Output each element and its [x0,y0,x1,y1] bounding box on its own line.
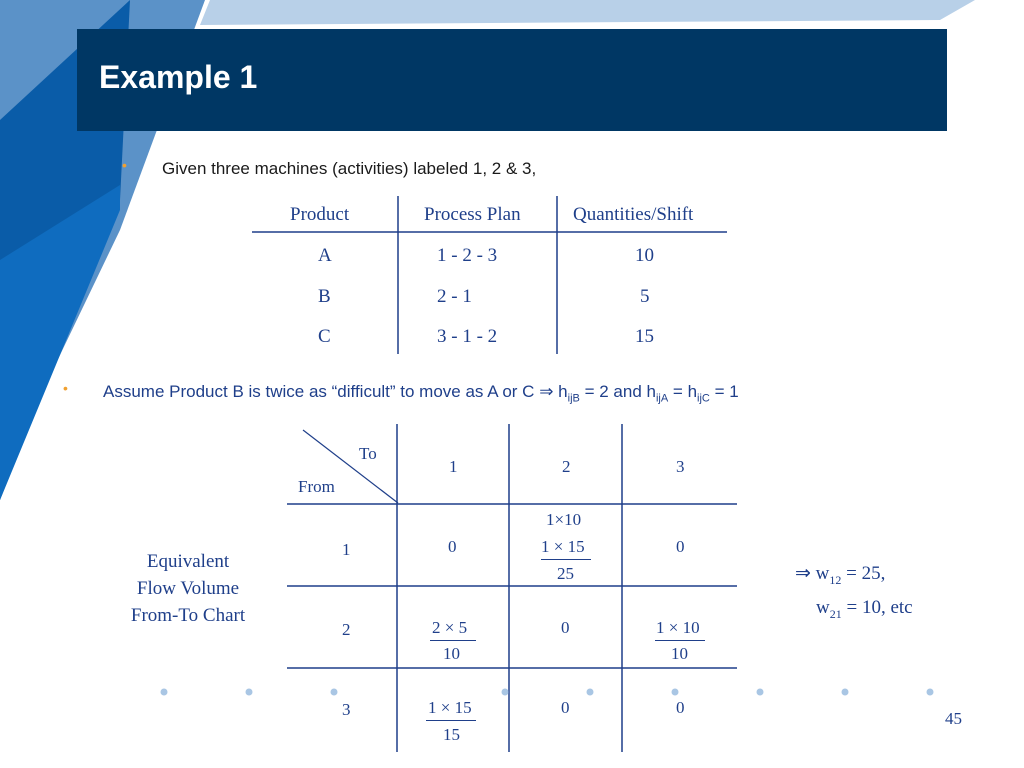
corner-from-label: From [298,477,335,496]
row-header-1: 1 [342,540,351,559]
cell-2-1-result: 10 [443,644,460,663]
col-header-1: 1 [449,457,458,476]
row-a-plan: 1 - 2 - 3 [437,245,498,266]
row-b-product: B [318,286,331,307]
col-header-2: 2 [562,457,571,476]
cell-3-2: 0 [561,698,570,717]
row-b-qty: 5 [640,286,650,307]
row-a-product: A [318,245,332,266]
header-product: Product [290,204,350,225]
row-c-product: C [318,326,331,347]
page-number: 45 [945,709,962,728]
row-c-qty: 15 [635,326,654,347]
header-quantities: Quantities/Shift [573,204,694,225]
col-header-3: 3 [676,457,685,476]
cell-3-1-result: 15 [443,725,460,744]
bullet-dot-icon: • [63,380,68,396]
cell-1-2-line2: 1 × 15 [541,537,585,556]
cell-1-2-line1: 1×10 [546,510,582,529]
cell-1-1: 0 [448,537,457,556]
equivalent-flow-label: Equivalent Flow Volume From-To Chart [130,551,246,626]
cell-1-3: 0 [676,537,685,556]
bullet-text: Given three machines (activities) labeled 1, 2 & 3, [162,159,537,178]
slide-title: Example 1 [99,59,258,95]
cell-2-3-numerator: 1 × 10 [656,618,700,637]
bullet-dot-icon: • [122,157,127,173]
row-c-plan: 3 - 1 - 2 [437,326,498,347]
cell-2-3-result: 10 [671,644,688,663]
bullet-text: Assume Product B is twice as “difficult” to move as A or C ⇒ $h_{ijB} = 2$ and $h_{ijA} = h_{ijC} = 1$ [103,382,739,405]
row-header-2: 2 [342,620,351,639]
row-a-qty: 10 [635,245,654,266]
result-w21: $w_{21} = 10$, etc [816,597,913,621]
header-process-plan: Process Plan [424,204,521,225]
row-b-plan: 2 - 1 [437,286,472,307]
implies-arrow-icon: ⇒ [539,382,554,401]
implies-arrow-icon: ⇒ [795,563,811,584]
cell-2-1-numerator: 2 × 5 [432,618,468,637]
cell-1-2-result: 25 [557,564,574,583]
corner-to-label: To [359,444,377,463]
cell-2-2: 0 [561,618,570,637]
cell-3-3: 0 [676,698,685,717]
cell-3-1-numerator: 1 × 15 [428,698,472,717]
result-w12: ⇒ $w_{12} = 25$, [795,563,886,587]
row-header-3: 3 [342,700,351,719]
